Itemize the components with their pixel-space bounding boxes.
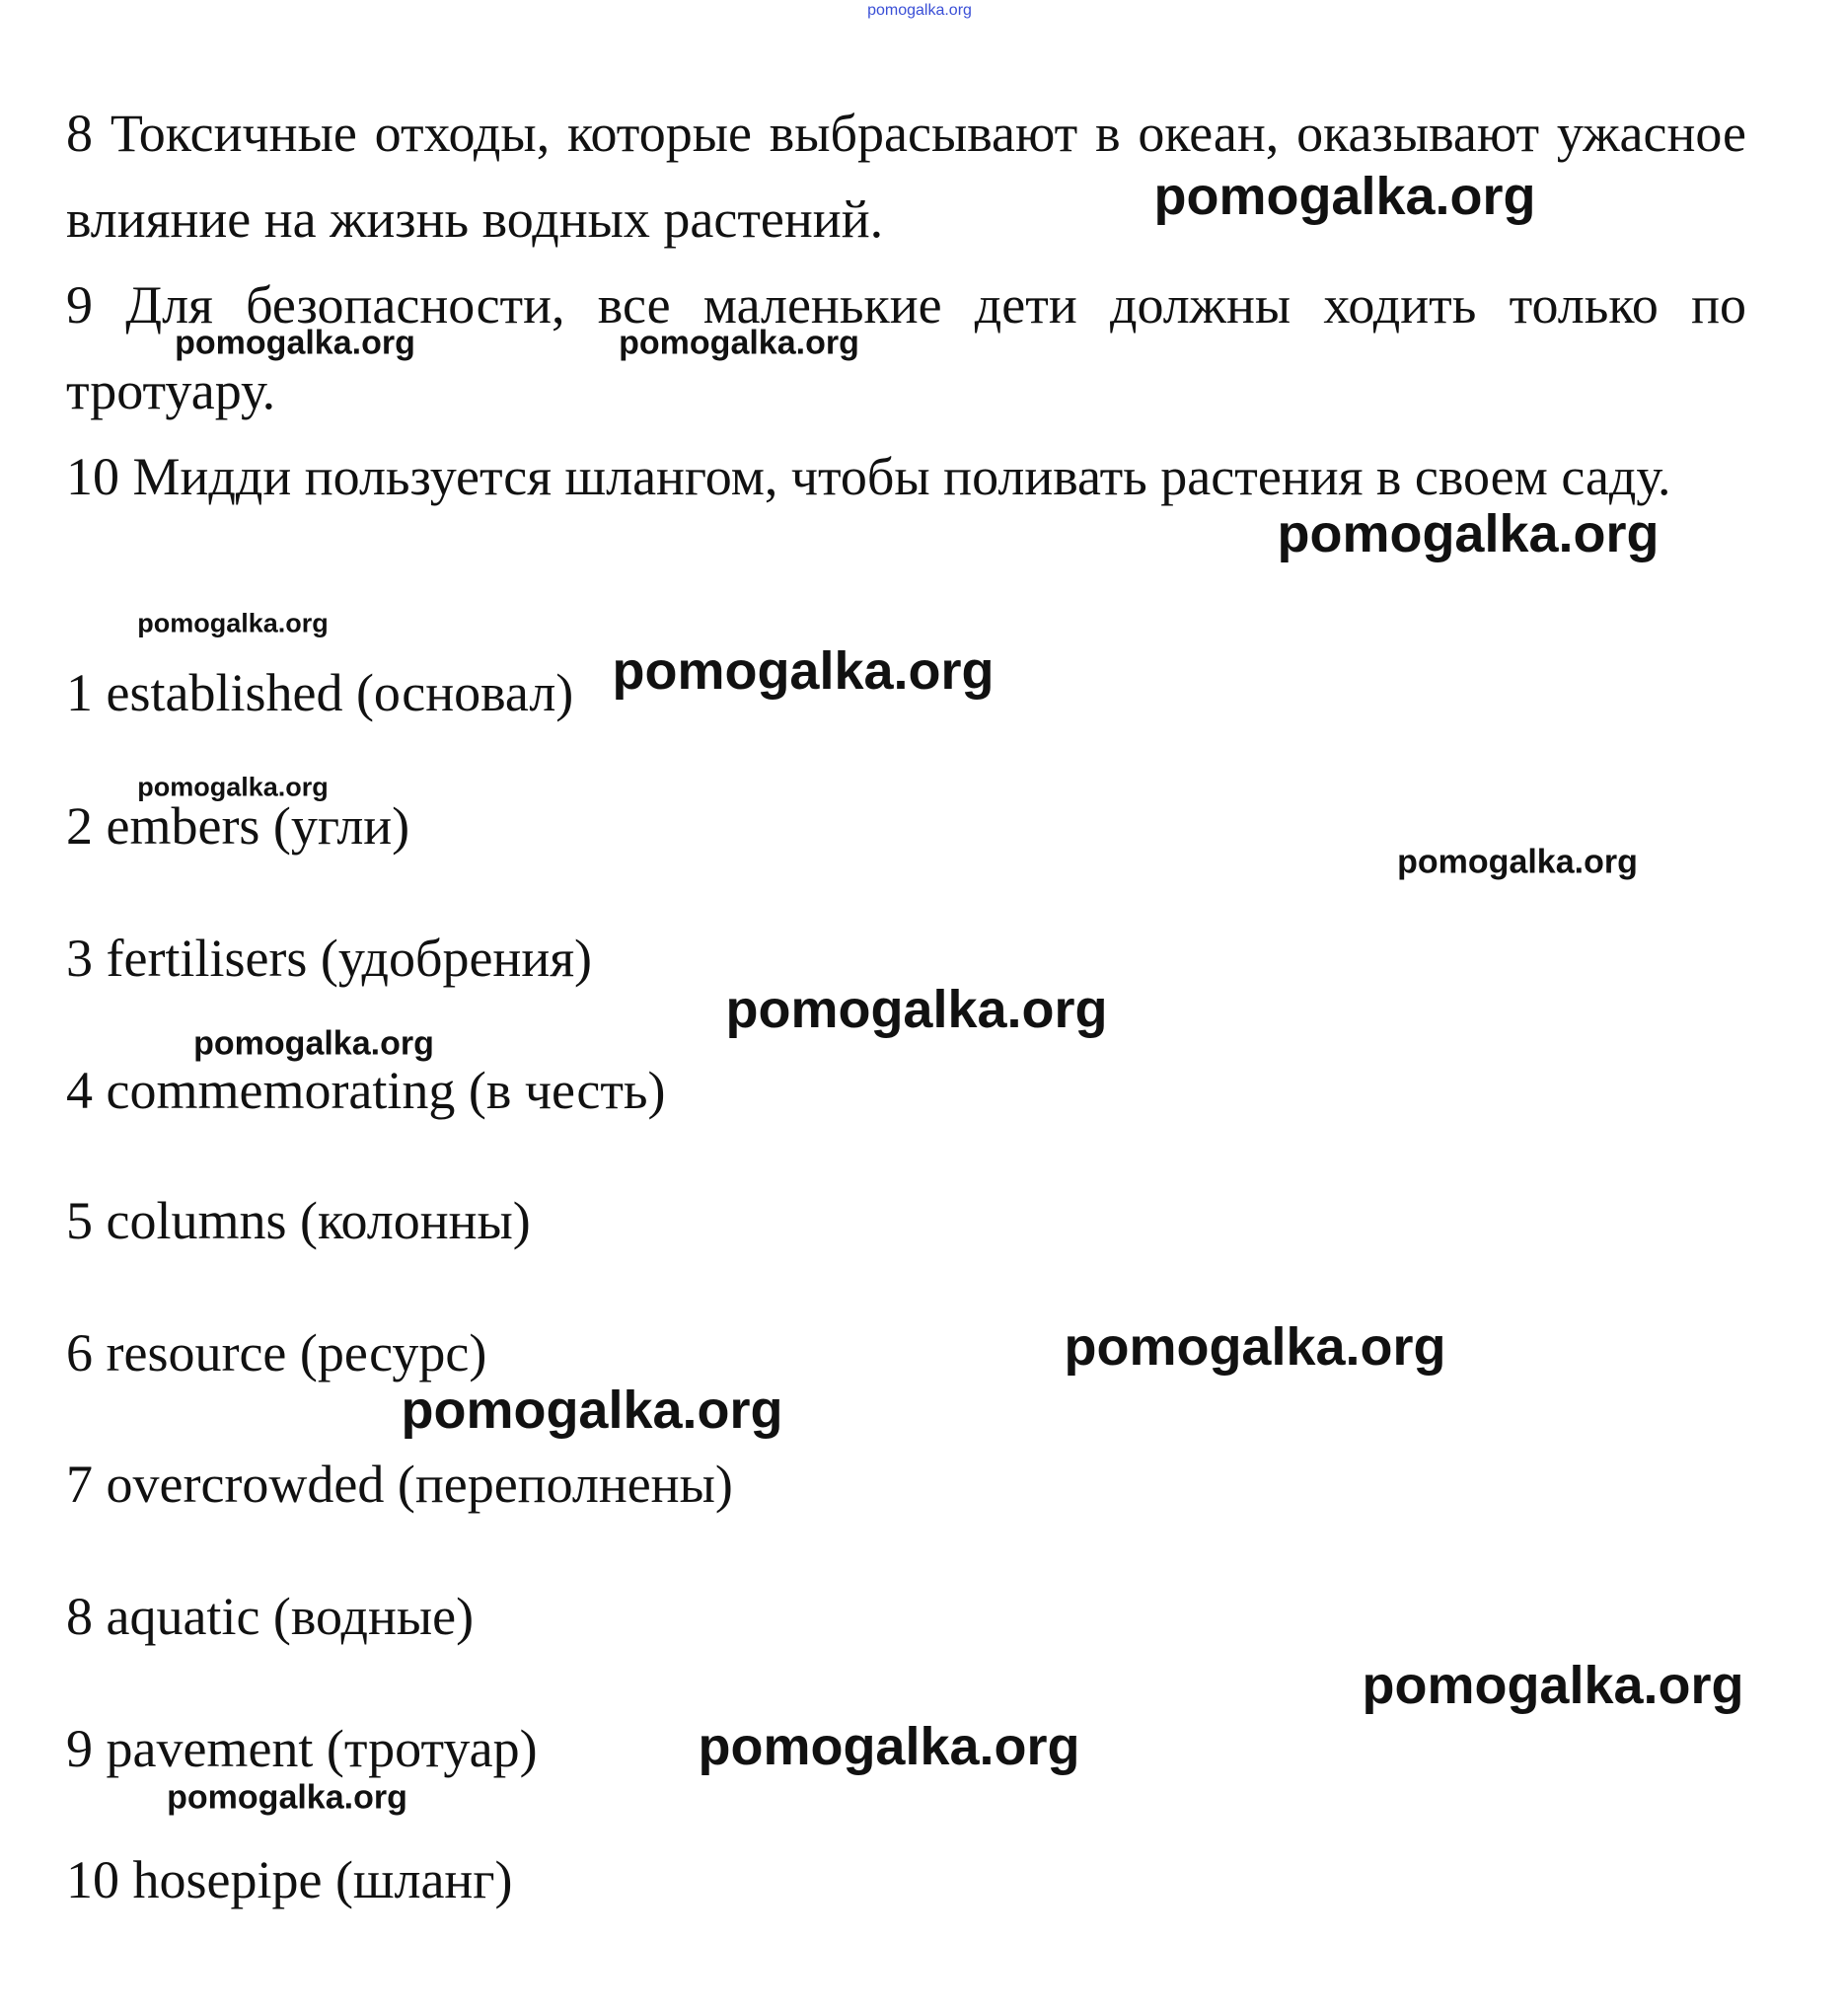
watermark: pomogalka.org [137, 608, 329, 638]
watermark: pomogalka.org [193, 1024, 434, 1063]
watermark: pomogalka.org [401, 1381, 783, 1440]
answer-6: 6 resource (ресурс) [66, 1323, 487, 1382]
watermark: pomogalka.org [1277, 504, 1660, 563]
watermark: pomogalka.org [175, 324, 415, 362]
watermark: pomogalka.org [1064, 1317, 1446, 1377]
sentence-8: 8 Токсичные отходы, которые выбрасывают в океан, оказывают ужасное влияние на жизнь водных растений. [66, 104, 1746, 249]
answer-10: 10 hosepipe (шланг) [66, 1850, 513, 1909]
answer-1: 1 established (основал) [66, 663, 574, 722]
answer-8: 8 aquatic (водные) [66, 1587, 475, 1646]
header-watermark: pomogalka.org [867, 2, 972, 19]
watermark: pomogalka.org [619, 324, 859, 362]
answer-2: 2 embers (угли) [66, 796, 410, 856]
answer-4: 4 commemorating (в честь) [66, 1061, 666, 1120]
watermark: pomogalka.org [612, 641, 995, 701]
answer-5: 5 columns (колонны) [66, 1191, 531, 1250]
watermark: pomogalka.org [1397, 843, 1638, 881]
watermark: pomogalka.org [137, 772, 329, 802]
watermark: pomogalka.org [1153, 167, 1536, 226]
sentence-10: 10 Мидди пользуется шлангом, чтобы поливать растения в своем саду. [66, 447, 1671, 506]
watermark: pomogalka.org [725, 980, 1108, 1039]
watermark: pomogalka.org [167, 1778, 407, 1817]
sentence-9: 9 Для безопасности, все маленькие дети должны ходить только по тротуару. [66, 275, 1746, 420]
answer-7: 7 overcrowded (переполнены) [66, 1455, 733, 1514]
watermark: pomogalka.org [1362, 1656, 1744, 1715]
answer-9: 9 pavement (тротуар) [66, 1719, 538, 1778]
answer-3: 3 fertilisers (удобрения) [66, 929, 593, 988]
watermark: pomogalka.org [698, 1717, 1080, 1776]
